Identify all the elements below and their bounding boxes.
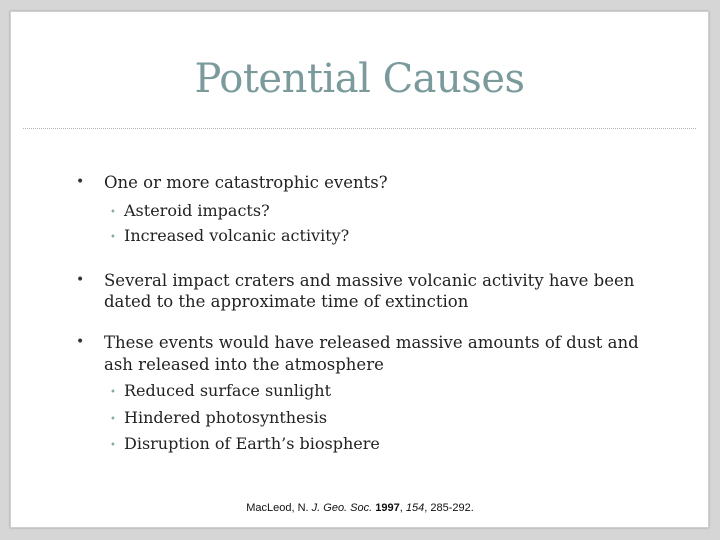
- bullet-marker: •: [76, 272, 85, 288]
- bullet-3-sub-1: Reduced surface sunlight: [124, 381, 331, 400]
- bullet-3-sub-3: Disruption of Earth’s biosphere: [124, 434, 380, 453]
- bullet-1-text: One or more catastrophic events?: [104, 173, 388, 192]
- citation-authors: MacLeod, N.: [246, 502, 309, 514]
- citation-journal: J. Geo. Soc.: [311, 502, 373, 514]
- bullet-3-sub-2: Hindered photosynthesis: [124, 408, 328, 427]
- bullet-2-line-2: dated to the approximate time of extinction: [104, 292, 469, 311]
- sub-bullet-marker: •: [110, 207, 116, 218]
- bullet-3-line-2: ash released into the atmosphere: [104, 355, 384, 374]
- citation-year: 1997: [375, 502, 400, 514]
- sub-bullet-marker: •: [110, 387, 116, 398]
- bullet-2-line-1: Several impact craters and massive volcanic activity have been: [104, 271, 635, 290]
- sub-bullet-marker: •: [110, 414, 116, 425]
- bullet-marker: •: [76, 334, 85, 350]
- bullet-1-sub-2: Increased volcanic activity?: [124, 226, 350, 245]
- bullet-marker: •: [76, 174, 85, 190]
- citation-pages: 285-292.: [430, 502, 474, 514]
- sub-bullet-marker: •: [110, 440, 116, 451]
- bullet-1-sub-1: Asteroid impacts?: [124, 201, 270, 220]
- slide-title: Potential Causes: [194, 56, 525, 102]
- bullet-3-line-1: These events would have released massive amounts of dust and: [104, 333, 639, 352]
- citation: MacLeod, N. J. Geo. Soc. 1997, 154, 285-292.: [246, 502, 474, 514]
- sub-bullet-marker: •: [110, 232, 116, 243]
- citation-volume: 154: [405, 502, 425, 514]
